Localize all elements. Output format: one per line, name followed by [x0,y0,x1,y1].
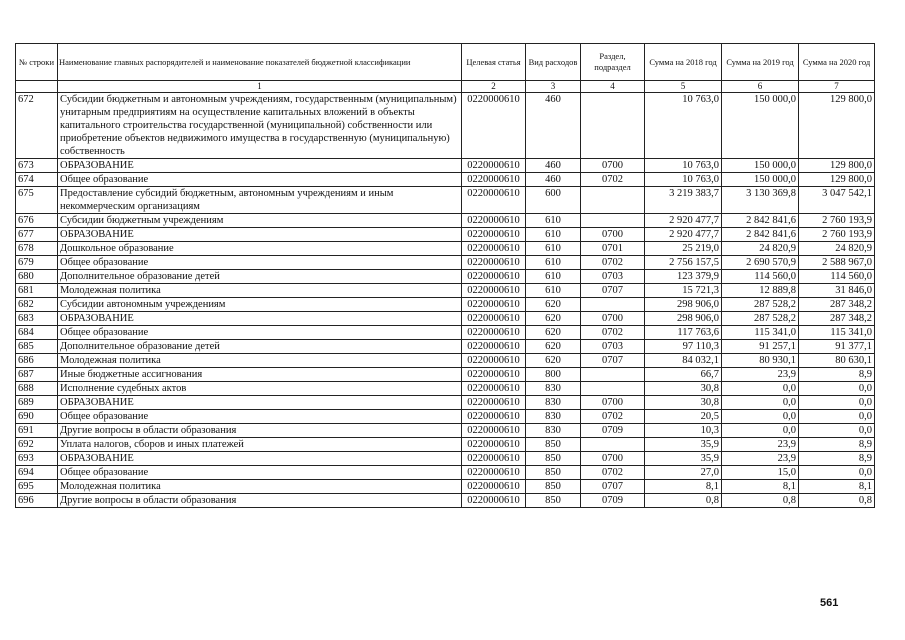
cell-target: 0220000610 [462,242,526,256]
cell-sum-2020: 287 348,2 [799,312,875,326]
cell-sum-2020: 129 800,0 [799,93,875,159]
cell-row-no: 688 [16,382,58,396]
cell-sum-2020: 2 760 193,9 [799,214,875,228]
cell-name: Уплата налогов, сборов и иных платежей [58,438,462,452]
cell-sum-2019: 0,8 [722,494,799,508]
cell-name: Субсидии бюджетным учреждениям [58,214,462,228]
cell-section: 0700 [581,452,645,466]
cell-target: 0220000610 [462,284,526,298]
page-number: 561 [820,597,839,609]
cell-sum-2019: 12 889,8 [722,284,799,298]
cell-kind: 620 [526,312,581,326]
cell-sum-2018: 15 721,3 [645,284,722,298]
cell-sum-2019: 150 000,0 [722,159,799,173]
column-number: 5 [645,81,722,93]
cell-sum-2019: 2 842 841,6 [722,214,799,228]
cell-section: 0702 [581,326,645,340]
cell-section: 0702 [581,256,645,270]
cell-sum-2019: 15,0 [722,466,799,480]
cell-section: 0709 [581,424,645,438]
cell-section: 0707 [581,354,645,368]
cell-name: Субсидии автономным учреждениям [58,298,462,312]
cell-sum-2019: 91 257,1 [722,340,799,354]
cell-section: 0702 [581,173,645,187]
cell-sum-2018: 10 763,0 [645,173,722,187]
cell-target: 0220000610 [462,396,526,410]
cell-name: Молодежная политика [58,284,462,298]
cell-kind: 620 [526,326,581,340]
cell-kind: 800 [526,368,581,382]
cell-name: Общее образование [58,256,462,270]
table-body [16,93,875,508]
cell-sum-2018: 84 032,1 [645,354,722,368]
cell-sum-2018: 10 763,0 [645,159,722,173]
cell-section: 0709 [581,494,645,508]
header-sum-2020: Сумма на 2020 год [799,44,875,81]
table-row [16,424,875,438]
cell-section [581,368,645,382]
column-number-row [16,81,875,93]
cell-row-no: 673 [16,159,58,173]
column-number: 7 [799,81,875,93]
cell-kind: 830 [526,382,581,396]
cell-name: Общее образование [58,466,462,480]
header-row-no: № строки [16,44,58,81]
cell-section: 0700 [581,159,645,173]
cell-name: ОБРАЗОВАНИЕ [58,312,462,326]
cell-sum-2020: 129 800,0 [799,173,875,187]
cell-sum-2020: 8,1 [799,480,875,494]
cell-row-no: 678 [16,242,58,256]
cell-name: Предоставление субсидий бюджетным, автономным учреждениям и иным некоммерческим организациям [58,187,462,214]
cell-sum-2020: 0,0 [799,466,875,480]
cell-section: 0703 [581,270,645,284]
cell-name: ОБРАЗОВАНИЕ [58,396,462,410]
cell-kind: 830 [526,396,581,410]
cell-sum-2019: 23,9 [722,452,799,466]
table-row [16,242,875,256]
table-row [16,466,875,480]
cell-sum-2018: 25 219,0 [645,242,722,256]
table-row [16,284,875,298]
cell-row-no: 681 [16,284,58,298]
cell-sum-2020: 115 341,0 [799,326,875,340]
cell-name: Субсидии бюджетным и автономным учреждениям, государственным (муниципальным) унитарным предприятиям на осуществление капитальных вложений в объекты капитального строительства государственной (муниципальной) собственности или приобретение объектов недвижимого имущества в государственную (муниципальную) собственность [58,93,462,159]
cell-sum-2020: 287 348,2 [799,298,875,312]
cell-sum-2019: 150 000,0 [722,93,799,159]
cell-sum-2020: 0,0 [799,424,875,438]
cell-sum-2019: 8,1 [722,480,799,494]
cell-kind: 620 [526,340,581,354]
header-target: Целевая статья [462,44,526,81]
cell-sum-2019: 287 528,2 [722,298,799,312]
cell-sum-2020: 0,0 [799,410,875,424]
cell-row-no: 682 [16,298,58,312]
cell-kind: 460 [526,159,581,173]
cell-sum-2019: 80 930,1 [722,354,799,368]
cell-row-no: 686 [16,354,58,368]
cell-row-no: 694 [16,466,58,480]
cell-sum-2020: 91 377,1 [799,340,875,354]
cell-target: 0220000610 [462,424,526,438]
cell-kind: 620 [526,354,581,368]
table-row [16,256,875,270]
cell-row-no: 689 [16,396,58,410]
cell-sum-2018: 10,3 [645,424,722,438]
cell-kind: 610 [526,284,581,298]
cell-kind: 850 [526,438,581,452]
cell-section [581,187,645,214]
cell-row-no: 693 [16,452,58,466]
cell-target: 0220000610 [462,480,526,494]
table-row [16,354,875,368]
cell-target: 0220000610 [462,256,526,270]
cell-sum-2020: 31 846,0 [799,284,875,298]
cell-target: 0220000610 [462,312,526,326]
cell-sum-2019: 114 560,0 [722,270,799,284]
cell-sum-2019: 23,9 [722,438,799,452]
cell-sum-2019: 0,0 [722,396,799,410]
cell-name: Дополнительное образование детей [58,340,462,354]
cell-kind: 600 [526,187,581,214]
cell-sum-2018: 3 219 383,7 [645,187,722,214]
table-row [16,340,875,354]
cell-sum-2020: 8,9 [799,438,875,452]
column-number: 2 [462,81,526,93]
cell-sum-2020: 3 047 542,1 [799,187,875,214]
cell-target: 0220000610 [462,382,526,396]
cell-sum-2019: 2 842 841,6 [722,228,799,242]
table-row [16,452,875,466]
cell-sum-2019: 0,0 [722,424,799,438]
cell-sum-2020: 114 560,0 [799,270,875,284]
cell-kind: 850 [526,494,581,508]
column-number: 1 [58,81,462,93]
cell-target: 0220000610 [462,270,526,284]
table-row [16,480,875,494]
cell-row-no: 679 [16,256,58,270]
table-row [16,494,875,508]
cell-sum-2018: 2 756 157,5 [645,256,722,270]
cell-target: 0220000610 [462,298,526,312]
cell-row-no: 692 [16,438,58,452]
cell-sum-2020: 80 630,1 [799,354,875,368]
cell-target: 0220000610 [462,494,526,508]
cell-kind: 850 [526,452,581,466]
cell-row-no: 684 [16,326,58,340]
table-row [16,270,875,284]
cell-kind: 830 [526,424,581,438]
cell-row-no: 675 [16,187,58,214]
cell-sum-2018: 0,8 [645,494,722,508]
table-row [16,326,875,340]
cell-sum-2020: 2 760 193,9 [799,228,875,242]
table-row [16,382,875,396]
cell-section [581,438,645,452]
cell-name: Общее образование [58,410,462,424]
cell-section: 0707 [581,284,645,298]
budget-table [15,43,875,508]
header-sum-2018: Сумма на 2018 год [645,44,722,81]
cell-row-no: 672 [16,93,58,159]
cell-sum-2018: 10 763,0 [645,93,722,159]
table-row [16,298,875,312]
cell-name: Другие вопросы в области образования [58,424,462,438]
cell-section: 0700 [581,396,645,410]
cell-row-no: 683 [16,312,58,326]
header-sum-2019: Сумма на 2019 год [722,44,799,81]
table-row [16,159,875,173]
cell-row-no: 674 [16,173,58,187]
cell-sum-2019: 0,0 [722,410,799,424]
table-row [16,438,875,452]
cell-sum-2018: 30,8 [645,382,722,396]
cell-sum-2019: 287 528,2 [722,312,799,326]
cell-target: 0220000610 [462,187,526,214]
cell-kind: 460 [526,93,581,159]
cell-kind: 610 [526,214,581,228]
cell-sum-2018: 30,8 [645,396,722,410]
cell-name: Исполнение судебных актов [58,382,462,396]
cell-sum-2019: 150 000,0 [722,173,799,187]
cell-sum-2018: 2 920 477,7 [645,228,722,242]
cell-target: 0220000610 [462,354,526,368]
column-number: 6 [722,81,799,93]
cell-target: 0220000610 [462,452,526,466]
cell-sum-2019: 2 690 570,9 [722,256,799,270]
cell-kind: 610 [526,270,581,284]
cell-section: 0700 [581,312,645,326]
cell-sum-2020: 0,0 [799,382,875,396]
cell-sum-2019: 115 341,0 [722,326,799,340]
cell-row-no: 687 [16,368,58,382]
cell-row-no: 695 [16,480,58,494]
cell-name: Иные бюджетные ассигнования [58,368,462,382]
cell-sum-2018: 123 379,9 [645,270,722,284]
table-row [16,228,875,242]
cell-sum-2018: 8,1 [645,480,722,494]
cell-kind: 610 [526,228,581,242]
cell-sum-2018: 298 906,0 [645,312,722,326]
cell-name: Молодежная политика [58,354,462,368]
cell-section: 0700 [581,228,645,242]
cell-kind: 830 [526,410,581,424]
cell-sum-2018: 298 906,0 [645,298,722,312]
cell-kind: 610 [526,242,581,256]
table-row [16,312,875,326]
cell-kind: 850 [526,480,581,494]
cell-row-no: 680 [16,270,58,284]
cell-name: Общее образование [58,173,462,187]
cell-kind: 610 [526,256,581,270]
cell-sum-2020: 8,9 [799,368,875,382]
table-row [16,214,875,228]
cell-section: 0707 [581,480,645,494]
cell-row-no: 691 [16,424,58,438]
table-row [16,368,875,382]
cell-sum-2020: 2 588 967,0 [799,256,875,270]
cell-target: 0220000610 [462,228,526,242]
cell-sum-2018: 97 110,3 [645,340,722,354]
table-row [16,173,875,187]
cell-row-no: 696 [16,494,58,508]
cell-target: 0220000610 [462,173,526,187]
cell-name: Общее образование [58,326,462,340]
cell-sum-2018: 27,0 [645,466,722,480]
cell-sum-2019: 0,0 [722,382,799,396]
cell-name: Дошкольное образование [58,242,462,256]
cell-row-no: 676 [16,214,58,228]
cell-sum-2018: 66,7 [645,368,722,382]
cell-target: 0220000610 [462,340,526,354]
cell-row-no: 685 [16,340,58,354]
cell-target: 0220000610 [462,326,526,340]
cell-name: ОБРАЗОВАНИЕ [58,159,462,173]
table-row [16,93,875,159]
cell-sum-2020: 129 800,0 [799,159,875,173]
cell-row-no: 690 [16,410,58,424]
cell-target: 0220000610 [462,466,526,480]
cell-section [581,214,645,228]
cell-name: ОБРАЗОВАНИЕ [58,452,462,466]
cell-section: 0702 [581,410,645,424]
cell-section: 0701 [581,242,645,256]
cell-kind: 620 [526,298,581,312]
column-number: 3 [526,81,581,93]
cell-kind: 460 [526,173,581,187]
column-number: 4 [581,81,645,93]
cell-section [581,298,645,312]
cell-target: 0220000610 [462,93,526,159]
cell-sum-2018: 117 763,6 [645,326,722,340]
cell-name: Другие вопросы в области образования [58,494,462,508]
cell-name: Дополнительное образование детей [58,270,462,284]
cell-section: 0702 [581,466,645,480]
cell-sum-2018: 20,5 [645,410,722,424]
cell-sum-2020: 24 820,9 [799,242,875,256]
header-section: Раздел, подраздел [581,44,645,81]
cell-kind: 850 [526,466,581,480]
header-name: Наименование главных распорядителей и наименование показателей бюджетной классификации [58,44,462,81]
cell-target: 0220000610 [462,438,526,452]
cell-row-no: 677 [16,228,58,242]
cell-sum-2019: 3 130 369,8 [722,187,799,214]
cell-name: ОБРАЗОВАНИЕ [58,228,462,242]
cell-sum-2018: 2 920 477,7 [645,214,722,228]
cell-sum-2020: 0,8 [799,494,875,508]
cell-section [581,382,645,396]
cell-target: 0220000610 [462,410,526,424]
cell-target: 0220000610 [462,368,526,382]
table-row [16,396,875,410]
header-kind: Вид расходов [526,44,581,81]
table-row [16,410,875,424]
cell-section: 0703 [581,340,645,354]
cell-sum-2020: 8,9 [799,452,875,466]
cell-sum-2019: 24 820,9 [722,242,799,256]
table-row [16,187,875,214]
cell-sum-2019: 23,9 [722,368,799,382]
cell-sum-2018: 35,9 [645,452,722,466]
header-row [16,44,875,81]
cell-section [581,93,645,159]
cell-name: Молодежная политика [58,480,462,494]
cell-sum-2020: 0,0 [799,396,875,410]
cell-sum-2018: 35,9 [645,438,722,452]
cell-target: 0220000610 [462,159,526,173]
cell-target: 0220000610 [462,214,526,228]
